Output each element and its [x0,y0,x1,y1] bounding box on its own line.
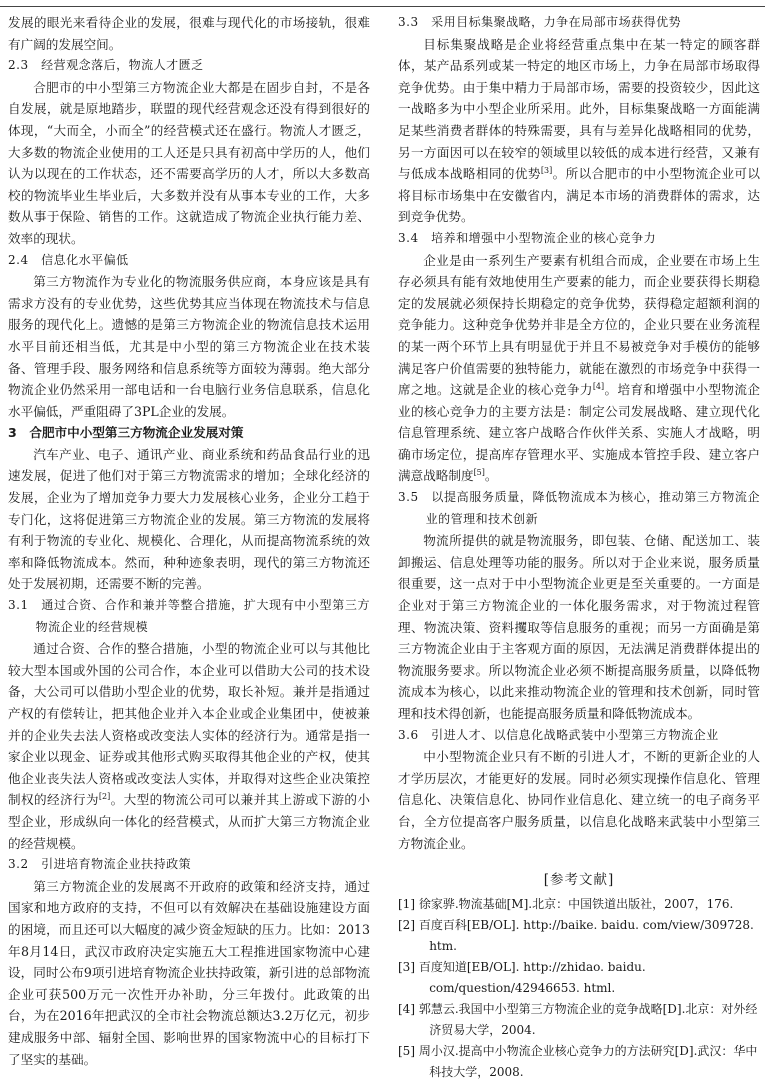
reference-item: [3] 百度知道[EB/OL]. http://zhidao. baidu. com/question/42946653. html. [398,959,646,995]
paragraph-text: 第三方物流企业的发展离不开政府的政策和经济支持，通过国家和地方政府的支持，不但可以有效解决在基础设施建设方面的困境，而且还可以大幅度的减少资金短缺的压力。比如：2013年8月14日，武汉市政府决定实施五大工程推进国家物流中心建设，同时公布9项引进培育物流企业扶持政策，新引进的总部物流企业可获500万元一次性开办补助，分三年拨付。此政策的出台，为在2016年把武汉的全市社会物流总额达3.2万亿元，初步建成服务中部、辐射全国、影响世界的国家物流中心的目标打下了坚实的基础。 [8,878,370,1067]
body-paragraph [8,638,370,854]
page-header-rule [0,0,765,7]
paragraph-text: 汽车产业、电子、通讯产业、商业系统和药品食品行业的迅速发展，促进了他们对于第三方物流需求的增加；全球化经济的发展，企业为了增加竞争力要大力发展核心业务，企业分工趋于专门化，这将促进第三方物流企业的发展。第三方物流的发展将有利于物流的专业化、规模化、合理化，从而提高物流系统的效率和降低物流成本。然而，种种迹象表明，现代的第三方物流还处于发展初期，还需要不断的完善。 [8,446,370,592]
paragraph-text: 3.6 引进人才、以信息化战略武装中小型第三方物流企业 [398,727,719,742]
paragraph-text: 3.2 引进培育物流企业扶持政策 [8,857,192,872]
citation-marker: [3] [540,165,553,175]
section-heading [398,487,760,530]
section-heading [398,725,760,747]
paragraph-text: 中小型物流企业只有不断的引进人才，不断的更新企业的人才学历层次，才能更好的发展。同时必须实现操作信息化、管理信息化、决策信息化、协同作业信息化、建立统一的电子商务平台，全方位提高客户服务质量，以信息化战略来武装中小型第三方物流企业。 [398,749,760,851]
section-heading [8,595,370,638]
paragraph-text: 2.3 经营观念落后，物流人才匮乏 [8,58,204,73]
paragraph-text: 3.3 采用目标集聚战略，力争在局部市场获得优势 [398,15,682,29]
paragraph-text: 3.5 以提高服务质量，降低物流成本为核心，推动第三方物流企业的管理和技术创新 [398,490,760,526]
paragraph-text: 。培育和增强中小型物流企业的核心竞争力的主要方法是：制定公司发展战略、建立现代化信息管理系统、建立客户战略合作伙伴关系、实施人才战略，明确市场定位，提高库存管理水平、实施成本管控手段、建立客户满意战略制度 [398,382,761,484]
body-paragraph [8,444,370,595]
section-heading [398,228,760,250]
reference-item: [1] 徐家骅.物流基础[M].北京：中国铁道出版社，2007，176. [398,896,734,911]
paragraph-text: 合肥市的中小型第三方物流企业大都是在固步自封，不是各自发展，就是原地踏步，联盟的现代经营观念还没有得到很好的体现，“大而全，小而全”的经营模式还在盛行。物流人才匮乏，大多数的物流企业使用的工人还是只具有初高中学历的人，他们认为以现在的工作状态，还不需要高学历的人才，所以大多数高校的物流毕业生毕业后，大多数并没有从事本专业的工作，大多数从事于保险、销售的工作。这就造成了物流企业执行能力差、效率的现状。 [8,79,370,246]
reference-item: [2] 百度百科[EB/OL]. http://baike. baidu. com/view/309728. htm. [398,917,754,953]
section-heading [8,854,370,876]
paragraph-text: 3 合肥市中小型第三方物流企业发展对策 [8,425,244,441]
body-paragraph [398,250,760,488]
body-paragraph [398,34,760,228]
right-column-body [398,12,760,854]
section-heading [8,250,370,272]
citation-marker: [4] [592,381,605,391]
references-list [398,894,760,1083]
section-heading [8,55,370,77]
paragraph-text: 3.4 培养和增强中小型物流企业的核心竞争力 [398,230,657,245]
body-paragraph [398,530,760,724]
section-heading [398,12,760,34]
citation-marker: [5] [473,468,485,478]
reference-item: [5] 周小汉.提高中小物流企业核心竞争力的方法研究[D].武汉：华中科技大学，2008. [398,1043,758,1079]
body-paragraph [398,746,760,854]
body-paragraph [8,876,370,1070]
paragraph-text: 物流所提供的就是物流服务，即包装、仓储、配送加工、装卸搬运、信息处理等功能的服务。所以对于企业来说，服务质量很重要，这一点对于中小型物流企业更是至关重要的。一方面是企业对于第三方物流企业的一体化服务需求，对于物流过程管理、物流决策、资料攫取等信息服务的重视；而另一方面确是第三方物流企业由于主客观方面的原因，无法满足消费群体提出的物流服务要求。所以物流企业必须不断提高服务质量，以降低物流成本为核心，以此来推动物流企业的管理和技术创新，同时管理和技术得创新，也能提高服务质量和降低物流成本。 [398,533,760,721]
body-paragraph [8,12,370,55]
paragraph-text: 第三方物流作为专业化的物流服务供应商，本身应该是具有需求方没有的专业优势，这些优势其应当体现在物流技术与信息服务的现代化上。遗憾的是第三方物流企业的物流信息技术运用水平目前还相当低，尤其是中小型的第三方物流企业在技术装备、管理手段、服务网络和信息系统等方面较为薄弱。绝大部分物流企业仍然采用一部电话和一台电脑行业务信息联系，信息化水平偏低，严重阻碍了3PL企业的发展。 [8,274,370,419]
body-paragraph [8,271,370,422]
paragraph-text: 。 [484,468,498,484]
citation-marker: [2] [98,792,111,802]
references-title: [参考文献] [543,872,615,889]
paragraph-text: 。所以合肥市的中小型物流企业可以将目标市场集中在安徽省内，满足本市场的消费群体的需求，达到竞争优势。 [398,166,761,225]
body-paragraph [8,77,370,250]
right-column [398,12,760,1083]
reference-item: [4] 郭慧云.我国中小型第三方物流企业的竞争战略[D].北京：对外经济贸易大学，2004. [398,1001,758,1037]
paragraph-text: 3.1 通过合资、合作和兼并等整合措施，扩大现有中小型第三方物流企业的经营规模 [8,598,370,634]
paragraph-text: 发展的眼光来看待企业的发展，很难与现代化的市场接轨，很难有广阔的发展空间。 [8,15,370,52]
paragraph-text: 。大型的物流公司可以兼并其上游或下游的小型企业，形成纵向一体化的经营模式，从而扩大第三方物流企业的经营规模。 [8,792,371,851]
main-section-heading [8,422,370,444]
paragraph-text: 2.4 信息化水平偏低 [8,252,129,267]
paragraph-text: 企业是由一系列生产要素有机组合而成，企业要在市场上生存必须具有能有效地使用生产要素的能力，而企业要获得长期稳定的发展就必须保持长期稳定的竞争优势，获得稳定超额利润的竞争能力。这种竞争优势并非是全方位的，企业只要在业务流程的某一两个环节上具有明显优于并且不易被竞争对手模仿的能够满足客户价值需要的独特能力，就能在激烈的市场竞争中获得一席之地。这就是企业的核心竞争力 [398,252,760,398]
paragraph-text: 通过合资、合作的整合措施，小型的物流企业可以与其他比较大型本国或外国的公司合作，本企业可以借助大公司的技术设备，大公司可以借助小型企业的优势，取长补短。兼并是指通过产权的有偿转让，把其他企业并入本企业或企业集团中，使被兼并的企业失去法人资格或改变法人实体的经济行为。通常是指一家企业以现金、证券或其他形式购买取得其他企业的产权，使其他企业丧失法人资格或改变法人实体，并取得对这些企业决策控制权的经济行为 [8,641,370,808]
paragraph-text: 目标集聚战略是企业将经营重点集中在某一特定的顾客群体，某产品系列或某一特定的地区市场上，力争在局部市场取得竞争优势。由于集中精力于局部市场，需要的投资较少，因此这一战略多为中小型企业所采用。此外，目标集聚战略一方面能满足某些消费者群体的特殊需要，具有与差异化战略相同的优势，另一方面因可以在较窄的领域里以较低的成本进行经营，又兼有与低成本战略相同的优势 [398,36,760,182]
left-column [8,12,370,1070]
